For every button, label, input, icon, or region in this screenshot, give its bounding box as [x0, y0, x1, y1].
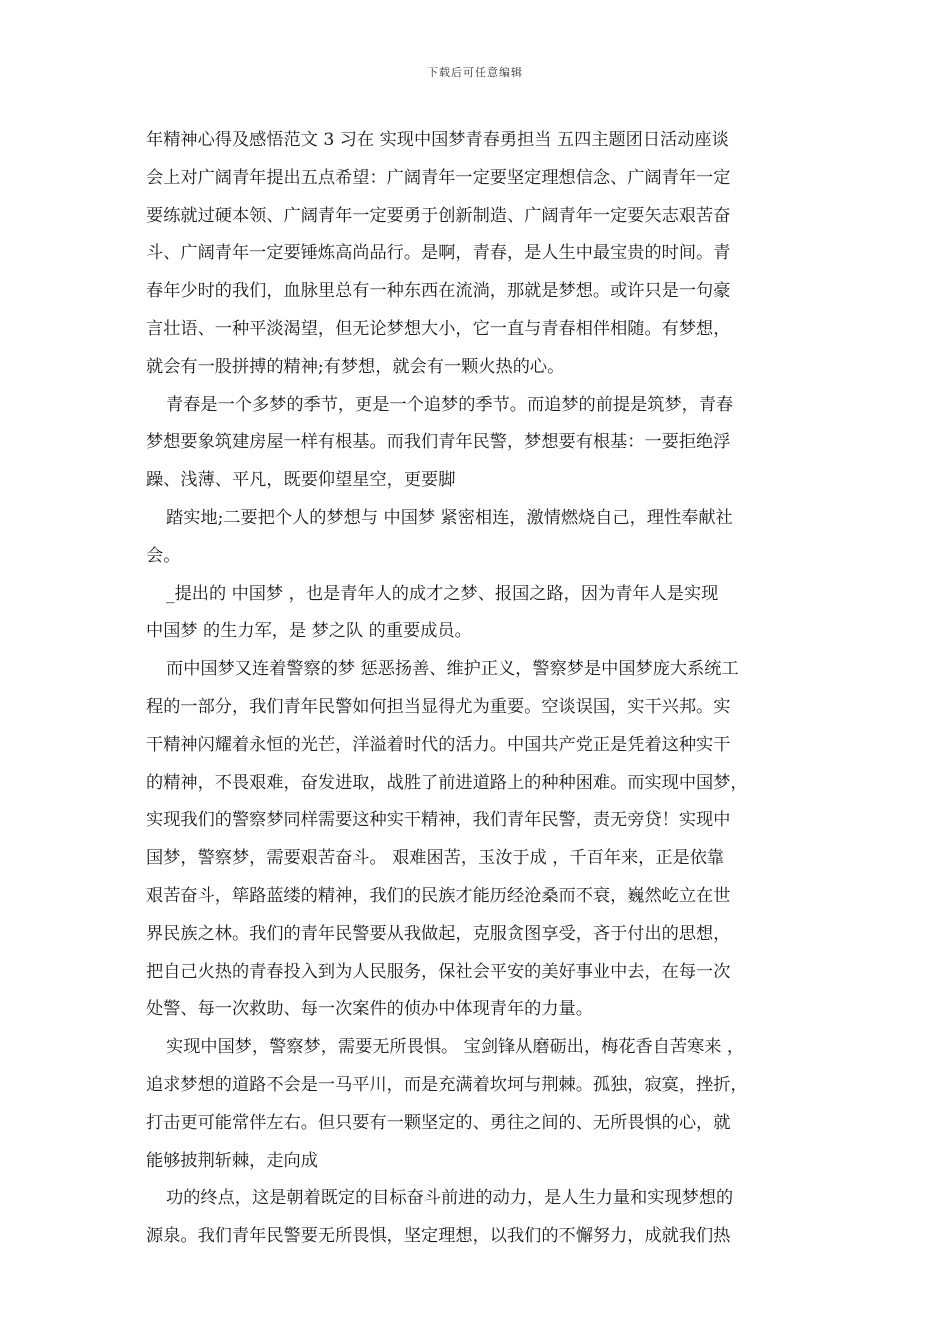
text-line: _提出的 中国梦 ，也是青年人的成才之梦、报国之路，因为青年人是实现 — [166, 583, 719, 604]
text-line: 干精神闪耀着永恒的光芒，洋溢着时代的活力。中国共产党正是凭着这种实干 — [146, 734, 731, 755]
text-line: 言壮语、一种平淡渴望，但无论梦想大小，它一直与青春相伴相随。有梦想， — [146, 318, 731, 339]
text-line: 春年少时的我们，血脉里总有一种东西在流淌，那就是梦想。或许只是一句豪 — [146, 281, 731, 302]
text-line: 会。 — [146, 545, 181, 566]
document-body — [146, 122, 808, 1256]
text-line: 艰苦奋斗，筚路蓝缕的精神，我们的民族才能历经沧桑而不衰，巍然屹立在世 — [146, 885, 731, 906]
text-line: 处警、每一次救助、每一次案件的侦办中体现青年的力量。 — [146, 999, 593, 1020]
text-line: 打击更可能常伴左右。但只要有一颗坚定的、勇往之间的、无所畏惧的心，就 — [146, 1112, 731, 1133]
text-line: 国梦，警察梦，需要艰苦奋斗。 艰难困苦，玉汝于成 ，千百年来，正是依靠 — [146, 848, 725, 869]
text-line: 追求梦想的道路不会是一马平川，而是充满着坎坷与荆棘。孤独，寂寞，挫折， — [146, 1074, 748, 1095]
text-line: 界民族之林。我们的青年民警要从我做起，克服贪图享受，吝于付出的思想， — [146, 923, 731, 944]
page-header: 下载后可任意编辑 — [427, 66, 523, 79]
text-line: 把自己火热的青春投入到为人民服务，保社会平安的美好事业中去，在每一次 — [146, 961, 731, 982]
text-line: 斗、广阔青年一定要锤炼高尚品行。是啊，青春，是人生中最宝贵的时间。青 — [146, 243, 731, 264]
text-line: 青春是一个多梦的季节，更是一个追梦的季节。而追梦的前提是筑梦，青春 — [166, 394, 734, 415]
text-line: 中国梦 的生力军，是 梦之队 的重要成员。 — [146, 621, 472, 642]
text-line: 就会有一股拼搏的精神;有梦想，就会有一颗火热的心。 — [146, 356, 565, 377]
text-line: 年精神心得及感悟范文 3 习在 实现中国梦青春勇担当 五四主题团日活动座谈 — [146, 130, 729, 150]
text-line: 躁、浅薄、平凡，既要仰望星空，更要脚 — [146, 470, 456, 491]
text-line: 而中国梦又连着警察的梦 惩恶扬善、维护正义，警察梦是中国梦庞大系统工 — [166, 659, 739, 680]
text-line: 能够披荆斩棘，走向成 — [146, 1150, 318, 1171]
text-line: 会上对广阔青年提出五点希望：广阔青年一定要坚定理想信念、广阔青年一定 — [146, 167, 731, 188]
text-line: 梦想要象筑建房屋一样有根基。而我们青年民警，梦想要有根基：一要拒绝浮 — [146, 432, 731, 453]
text-line: 的精神，不畏艰难，奋发进取，战胜了前进道路上的种种困难。而实现中国梦， — [146, 772, 748, 793]
text-line: 要练就过硬本领、广阔青年一定要勇于创新制造、广阔青年一定要矢志艰苦奋 — [146, 205, 731, 226]
text-line: 功的终点，这是朝着既定的目标奋斗前进的动力，是人生力量和实现梦想的 — [166, 1188, 734, 1209]
text-line: 实现我们的警察梦同样需要这种实干精神，我们青年民警，责无旁贷！实现中 — [146, 810, 731, 831]
text-line: 程的一部分，我们青年民警如何担当显得尤为重要。空谈误国，实干兴邦。实 — [146, 696, 731, 717]
text-line: 踏实地;二要把个人的梦想与 中国梦 紧密相连，激情燃烧自己，理性奉献社 — [166, 507, 733, 528]
text-line: 源泉。我们青年民警要无所畏惧，坚定理想，以我们的不懈努力，成就我们热 — [146, 1226, 731, 1247]
text-line: 实现中国梦，警察梦，需要无所畏惧。 宝剑锋从磨砺出，梅花香自苦寒来 ， — [166, 1037, 745, 1058]
